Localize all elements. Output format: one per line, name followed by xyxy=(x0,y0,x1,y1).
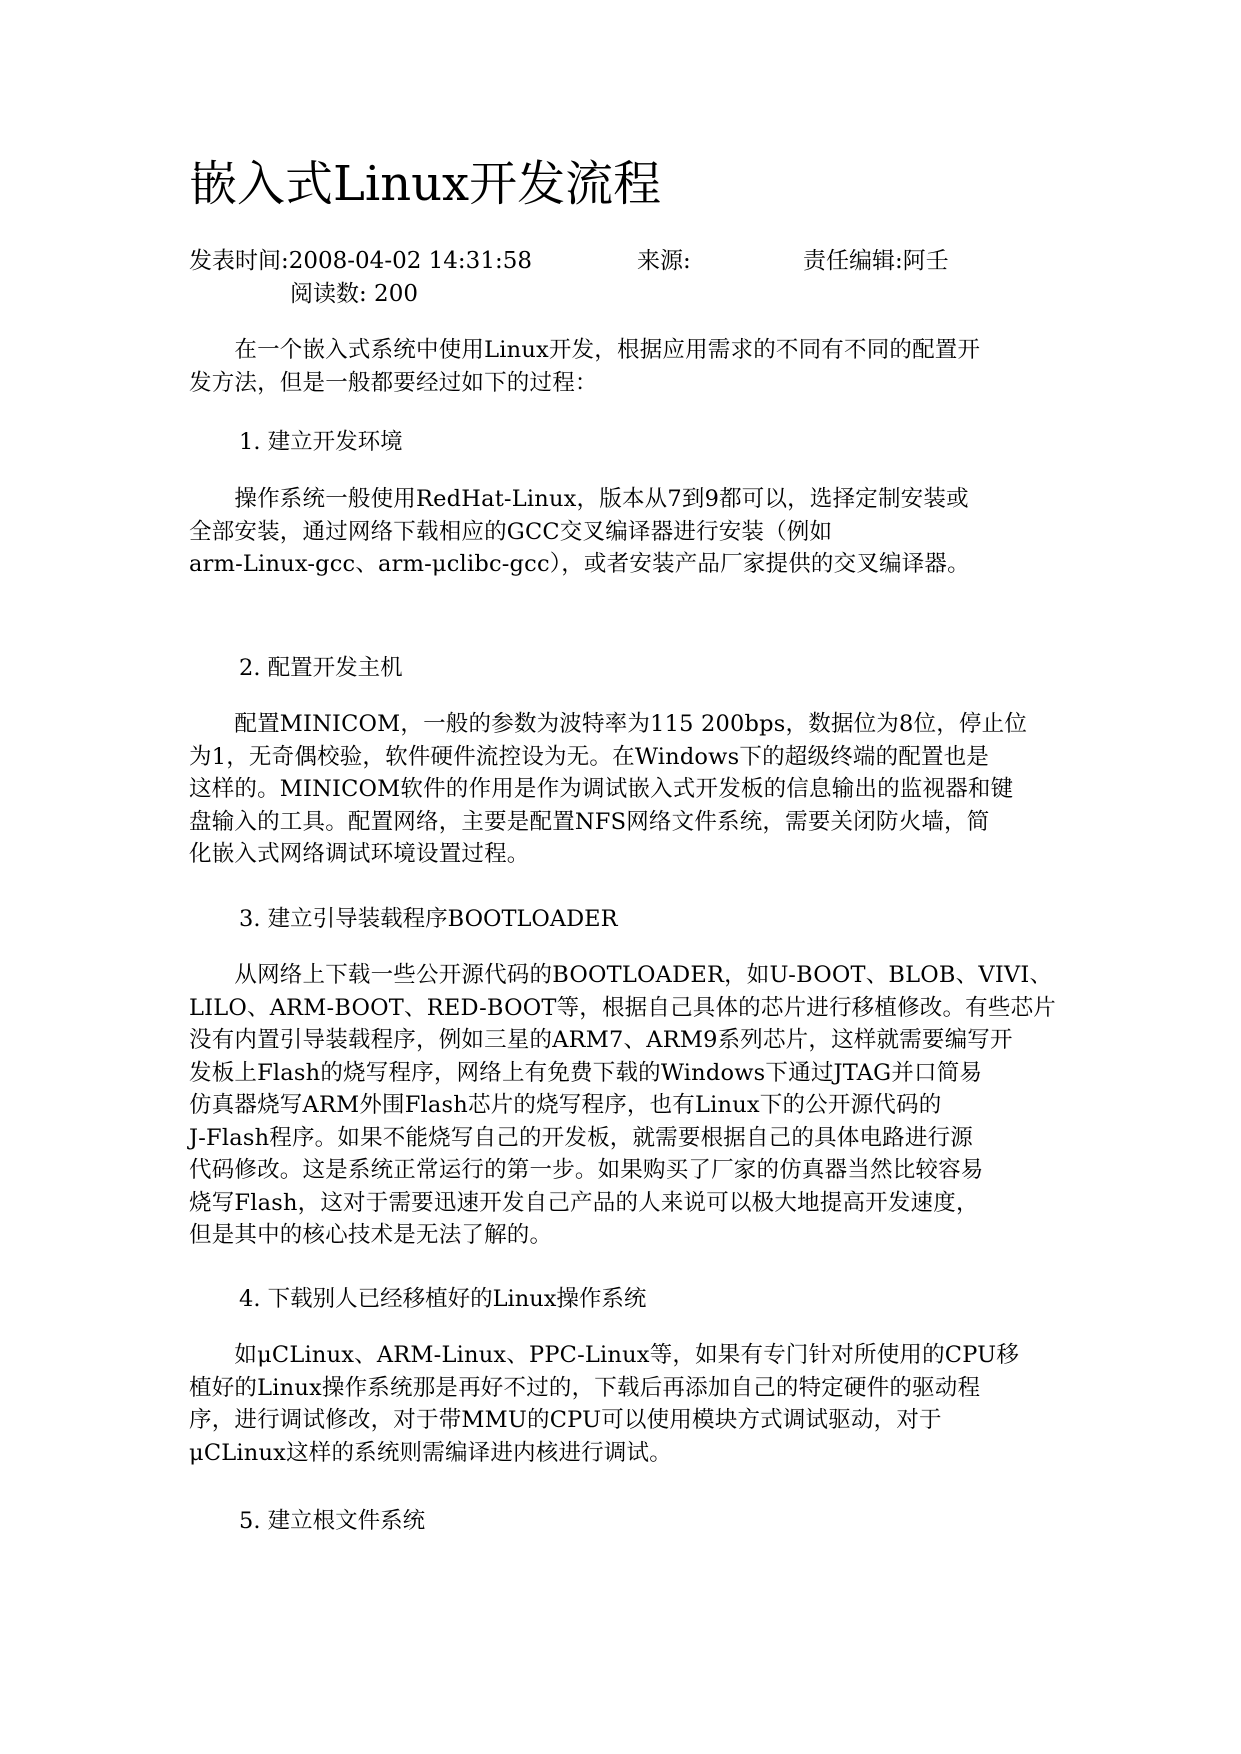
paragraph-line: LILO、ARM-BOOT、RED-BOOT等，根据自己具体的芯片进行移植修改。有些芯片 xyxy=(189,994,1056,1021)
section-1-paragraph xyxy=(189,483,1054,581)
paragraph-line: 配置MINICOM，一般的参数为波特率为115 200bps，数据位为8位，停止位 xyxy=(189,711,1028,737)
paragraph-line: 仿真器烧写ARM外围Flash芯片的烧写程序，也有Linux下的公开源代码的 xyxy=(189,1092,942,1118)
section-heading-5: 5. 建立根文件系统 xyxy=(239,1508,426,1534)
paragraph-line: 代码修改。这是系统正常运行的第一步。如果购买了厂家的仿真器当然比较容易 xyxy=(189,1157,984,1183)
paragraph-line: 烧写Flash，这对于需要迅速开发自己产品的人来说可以极大地提高开发速度， xyxy=(189,1189,979,1216)
read-count: 阅读数: 200 xyxy=(290,281,418,307)
paragraph-line: 这样的。MINICOM软件的作用是作为调试嵌入式开发板的信息输出的监视器和键 xyxy=(189,776,1014,802)
article-meta xyxy=(189,246,949,276)
paragraph-line: 化嵌入式网络调试环境设置过程。 xyxy=(189,841,530,867)
page-title: 嵌入式Linux开发流程 xyxy=(189,156,662,212)
paragraph-line: J-Flash程序。如果不能烧写自己的开发板，就需要根据自己的具体电路进行源 xyxy=(189,1124,973,1151)
paragraph-line: 在一个嵌入式系统中使用Linux开发，根据应用需求的不同有不同的配置开 xyxy=(189,337,981,363)
paragraph-line: arm-Linux-gcc、arm-μclibc-gcc），或者安装产品厂家提供的交叉编译器。 xyxy=(189,551,970,577)
paragraph-line: 没有内置引导装载程序，例如三星的ARM7、ARM9系列芯片，这样就需要编写开 xyxy=(189,1027,1013,1053)
paragraph-line: 发板上Flash的烧写程序，网络上有免费下载的Windows下通过JTAG并口简易 xyxy=(189,1059,983,1086)
section-heading-3: 3. 建立引导装载程序BOOTLOADER xyxy=(239,906,618,932)
paragraph-line: 操作系统一般使用RedHat-Linux，版本从7到9都可以，选择定制安装或 xyxy=(189,486,969,512)
publish-time: 发表时间:2008-04-02 14:31:58 xyxy=(189,248,532,274)
paragraph-line: 但是其中的核心技术是无法了解的。 xyxy=(189,1222,553,1248)
section-heading-4: 4. 下载别人已经移植好的Linux操作系统 xyxy=(239,1286,647,1312)
paragraph-line: 植好的Linux操作系统那是再好不过的，下载后再添加自己的特定硬件的驱动程 xyxy=(189,1374,981,1401)
source-label: 来源: xyxy=(637,248,691,274)
section-heading-1: 1. 建立开发环境 xyxy=(239,429,403,455)
intro-paragraph xyxy=(189,334,1054,399)
section-2-paragraph xyxy=(189,708,1054,871)
paragraph-line: 发方法，但是一般都要经过如下的过程： xyxy=(189,369,598,396)
paragraph-line: 为1，无奇偶校验，软件硬件流控设为无。在Windows下的超级终端的配置也是 xyxy=(189,743,990,770)
section-heading-2: 2. 配置开发主机 xyxy=(239,655,403,681)
paragraph-line: 从网络上下载一些公开源代码的BOOTLOADER，如U-BOOT、BLOB、VIVI、 xyxy=(189,962,1053,988)
editor-label: 责任编辑:阿壬 xyxy=(803,248,949,274)
paragraph-line: 序，进行调试修改，对于带MMU的CPU可以使用模块方式调试驱动，对于 xyxy=(189,1407,942,1433)
section-4-paragraph xyxy=(189,1339,1054,1469)
paragraph-line: 盘输入的工具。配置网络，主要是配置NFS网络文件系统，需要关闭防火墙，简 xyxy=(189,808,990,835)
section-3-paragraph xyxy=(189,959,1054,1252)
paragraph-line: 全部安装，通过网络下载相应的GCC交叉编译器进行安装（例如 xyxy=(189,518,833,545)
paragraph-line: μCLinux这样的系统则需编译进内核进行调试。 xyxy=(189,1439,672,1466)
paragraph-line: 如μCLinux、ARM-Linux、PPC-Linux等，如果有专门针对所使用的CPU移 xyxy=(189,1342,1020,1368)
